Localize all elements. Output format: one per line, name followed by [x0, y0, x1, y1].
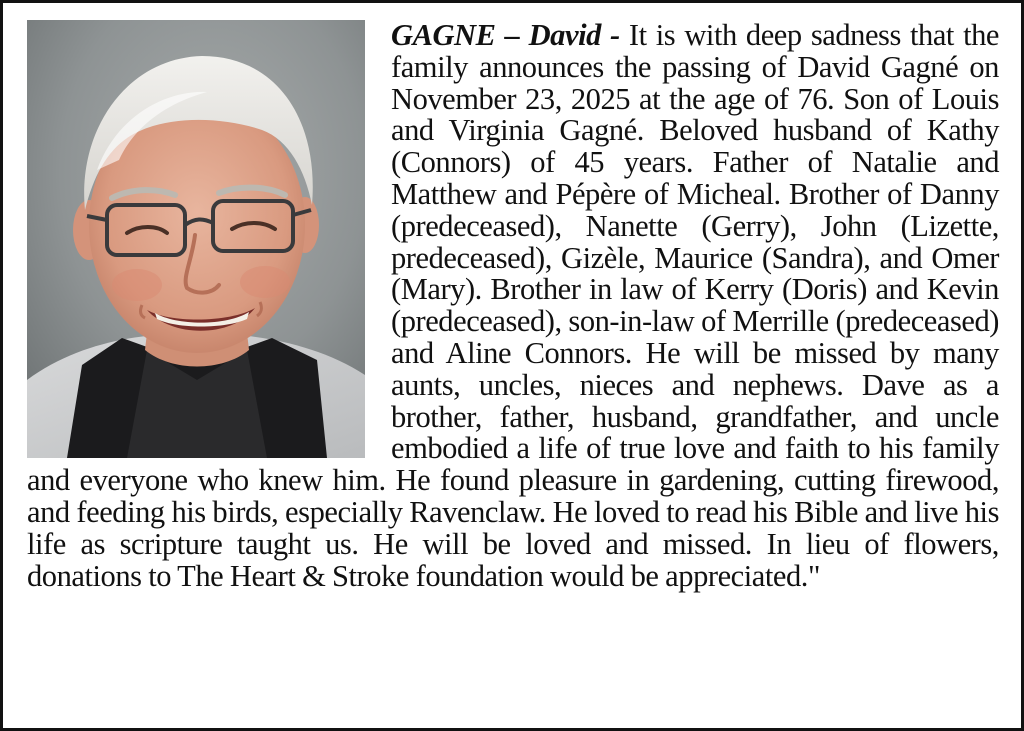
portrait-photo [27, 20, 365, 458]
obituary-name-heading: GAGNE – David - [391, 18, 620, 52]
portrait-illustration [27, 20, 365, 458]
obituary-body: It is with deep sadness that the family announces the passing of David Gagné on November 23, 2025 at the age of 76. Son of Louis and Virginia Gagné. Beloved husband of Kathy (Connors) of 45 years. Father of Natalie and Matthew and Pépère of Micheal. Brother of Danny (predeceased), Nanette (Gerry), John (Lizette, predeceased), Gizèle, Maurice (Sandra), and Omer (Mary). Brother in law of Kerry (Doris) and Kevin (predeceased), son-in-law of Merrille (predeceased) and Aline Connors. He will be missed by many aunts, uncles, nieces and nephews. Dave as a brother, father, husband, grandfather, and uncle embodied a life of true love and faith to his family and everyone who knew him. He found pleasure in gardening, cutting firewood, and feeding his birds, especially Ravenclaw. He loved to read his Bible and live his life as scripture taught us. He will be loved and missed. In lieu of flowers, donations to The Heart & Stroke foundation would be appreciated." [27, 18, 999, 593]
